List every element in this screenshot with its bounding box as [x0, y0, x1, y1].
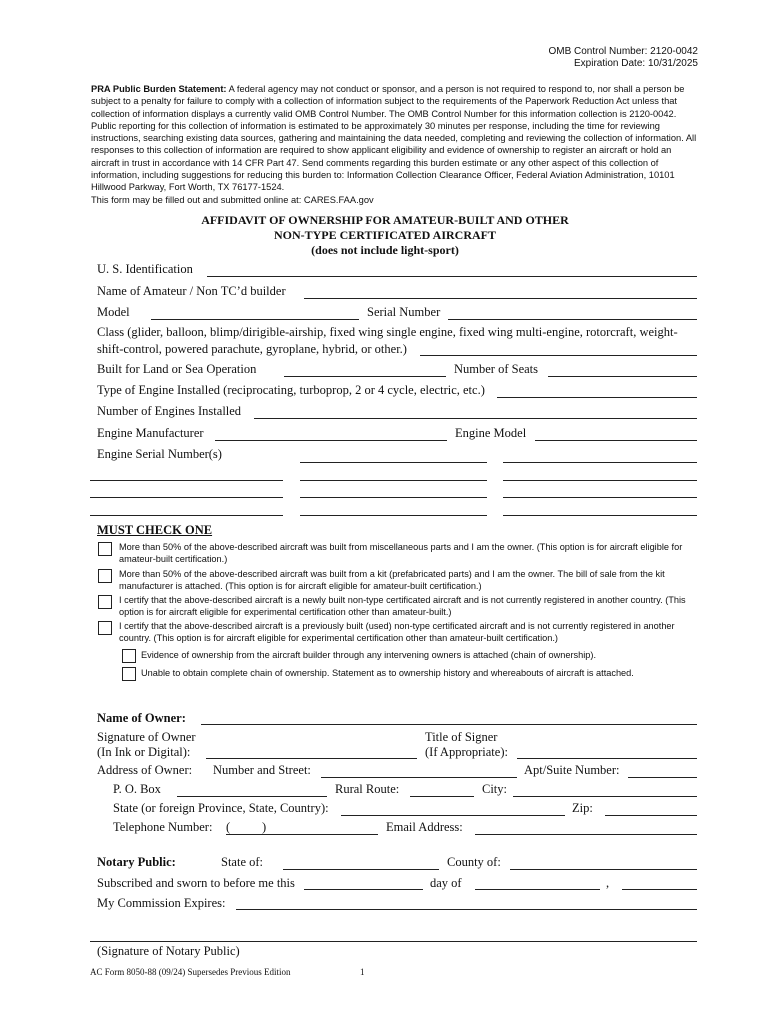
engine-serial-field[interactable] [90, 497, 283, 498]
class-label-line1: Class (glider, balloon, blimp/dirigible-airship, fixed wing single engine, fixed wing multi-engine, rotorcraft, weight- [97, 325, 678, 339]
apt-label: Apt/Suite Number: [524, 763, 620, 777]
form-subtitle: (does not include light-sport) [311, 243, 459, 257]
subscribed-year-field[interactable] [622, 889, 697, 890]
expiration-date: Expiration Date: 10/31/2025 [574, 58, 698, 69]
us-identification-field[interactable] [207, 276, 697, 277]
phone-paren-open: ( [226, 820, 231, 834]
title-signer-field[interactable] [517, 758, 697, 759]
engine-serial-field[interactable] [300, 480, 487, 481]
notary-county-field[interactable] [510, 869, 697, 870]
form-number: AC Form 8050-88 (09/24) Supersedes Previous Edition [90, 967, 291, 977]
engine-serial-field[interactable] [90, 480, 283, 481]
chain-of-ownership-checkbox[interactable] [122, 649, 136, 663]
email-field[interactable] [475, 834, 697, 835]
zip-label: Zip: [572, 801, 593, 815]
sub-option-label: Evidence of ownership from the aircraft builder through any intervening owners is attached (chain of ownership). [141, 650, 597, 660]
omb-control-number: OMB Control Number: 2120-0042 [548, 46, 698, 57]
sub-option-label: Unable to obtain complete chain of ownership. Statement as to ownership history and whereabouts of aircraft is attached. [141, 668, 634, 678]
rural-route-field[interactable] [410, 796, 474, 797]
option-label: I certify that the above-described aircraft is a newly built non-type certificated aircraft and is not currently registered in another country. (This option is for aircraft eligible for experimental certification other than amateur-built.) [119, 595, 686, 617]
title-signer-label-line1: Title of Signer [425, 730, 498, 744]
engine-type-field[interactable] [497, 397, 697, 398]
subscribed-day-field[interactable] [304, 889, 423, 890]
notary-state-field[interactable] [283, 869, 439, 870]
state-label: State (or foreign Province, State, Country): [113, 801, 329, 815]
comma-text: , [606, 876, 610, 890]
signature-label-line1: Signature of Owner [97, 730, 196, 744]
signature-field[interactable] [206, 758, 417, 759]
form-title-line1: AFFIDAVIT OF OWNERSHIP FOR AMATEUR-BUILT AND OTHER [201, 213, 569, 227]
pra-online: This form may be filled out and submitted online at: CARES.FAA.gov [91, 194, 374, 205]
apt-field[interactable] [628, 777, 697, 778]
engine-serial-label: Engine Serial Number(s) [97, 447, 222, 461]
notary-state-label: State of: [221, 855, 264, 869]
rural-route-label: Rural Route: [335, 782, 400, 796]
option-checkbox[interactable] [98, 595, 112, 609]
city-field[interactable] [513, 796, 697, 797]
po-box-field[interactable] [177, 796, 327, 797]
phone-field[interactable] [226, 834, 378, 835]
subscribed-month-field[interactable] [475, 889, 600, 890]
serial-number-label: Serial Number [367, 305, 441, 319]
owner-name-field[interactable] [201, 724, 697, 725]
notary-signature-field[interactable] [90, 941, 697, 942]
engine-serial-field[interactable] [300, 497, 487, 498]
day-of-label: day of [430, 876, 462, 890]
zip-field[interactable] [605, 815, 697, 816]
notary-signature-label: (Signature of Notary Public) [97, 944, 240, 958]
po-box-label: P. O. Box [113, 782, 161, 796]
subscribed-label: Subscribed and sworn to before me this [97, 876, 295, 890]
us-identification-label: U. S. Identification [97, 262, 193, 276]
address-label: Address of Owner: [97, 763, 193, 777]
num-engines-label: Number of Engines Installed [97, 404, 242, 418]
engine-serial-field[interactable] [503, 497, 697, 498]
builder-field[interactable] [304, 298, 697, 299]
option-checkbox[interactable] [98, 542, 112, 556]
model-field[interactable] [151, 319, 359, 320]
option-checkbox[interactable] [98, 621, 112, 635]
signature-label-line2: (In Ink or Digital): [97, 745, 191, 759]
no-chain-checkbox[interactable] [122, 667, 136, 681]
engine-model-field[interactable] [535, 440, 697, 441]
model-label: Model [97, 305, 130, 319]
builder-label: Name of Amateur / Non TC’d builder [97, 284, 286, 298]
option-checkbox[interactable] [98, 569, 112, 583]
engine-serial-field[interactable] [503, 480, 697, 481]
pra-body: A federal agency may not conduct or sponsor, and a person is not required to respond to, nor shall a person be subject to a penalty for failure to comply with a collection of information subject to the requirements of the Paperwork Reduction Act unless that collection of information displays a currently valid OMB Control Number. The OMB Control Number for this information collection is 2120-0042. Public reporting for this collection of information is estimated to be approximately 30 minutes per response, including the time for reviewing instructions, searching existing data sources, gathering and maintaining the data needed, completing and reviewing the collection of information. All responses to this collection of information are required to show applicant eligibility and evidence of ownership to register an aircraft or hold an aircraft in trust in accordance with 14 CFR Part 47. Send comments regarding this burden estimate or any other aspect of this collection of information, including suggestions for reducing this burden to: Information Collection Clearance Officer, Federal Aviation Administration, 10101 Hillwood Parkway, Fort Worth, TX 76177-1524. [91, 84, 697, 193]
engine-serial-field[interactable] [90, 515, 283, 516]
form-title-line2: NON-TYPE CERTIFICATED AIRCRAFT [273, 228, 497, 242]
seats-label: Number of Seats [454, 362, 539, 376]
phone-label: Telephone Number: [113, 820, 213, 834]
option-label: I certify that the above-described aircraft is a previously built (used) non-type certificated aircraft and is not currently registered in another country. (This option is for aircraft eligible for experimental certification other than amateur-built certification.) [119, 621, 675, 643]
pra-statement [91, 83, 699, 206]
street-field[interactable] [321, 777, 517, 778]
class-field[interactable] [420, 355, 697, 356]
pra-heading: PRA Public Burden Statement: [91, 84, 227, 94]
email-label: Email Address: [386, 820, 463, 834]
serial-number-field[interactable] [448, 319, 697, 320]
engine-type-label: Type of Engine Installed (reciprocating, turboprop, 2 or 4 cycle, electric, etc.) [97, 383, 485, 397]
owner-name-label: Name of Owner: [97, 711, 186, 725]
land-sea-field[interactable] [284, 376, 446, 377]
city-label: City: [482, 782, 508, 796]
state-field[interactable] [341, 815, 565, 816]
engine-serial-field[interactable] [503, 462, 697, 463]
class-label-line2: shift-control, powered parachute, gyroplane, hybrid, or other.) [97, 342, 407, 356]
page-number: 1 [360, 967, 365, 977]
commission-expires-label: My Commission Expires: [97, 896, 226, 910]
engine-model-label: Engine Model [455, 426, 527, 440]
engine-serial-field[interactable] [300, 515, 487, 516]
engine-serial-field[interactable] [503, 515, 697, 516]
land-sea-label: Built for Land or Sea Operation [97, 362, 257, 376]
must-check-heading: MUST CHECK ONE [97, 523, 213, 537]
commission-expires-field[interactable] [236, 909, 697, 910]
seats-field[interactable] [548, 376, 697, 377]
engine-manufacturer-label: Engine Manufacturer [97, 426, 204, 440]
engine-manufacturer-field[interactable] [215, 440, 447, 441]
option-label: More than 50% of the above-described aircraft was built from a kit (prefabricated parts) and I am the owner. The bill of sale from the kit manufacturer is attached. (This option is for aircraft eligible for amateur-built certification.) [119, 569, 665, 591]
title-signer-label-line2: (If Appropriate): [425, 745, 508, 759]
phone-paren-close: ) [262, 820, 267, 834]
option-label: More than 50% of the above-described aircraft was built from miscellaneous parts and I am the owner. (This option is for aircraft eligible for amateur-built certification.) [119, 542, 683, 564]
num-engines-field[interactable] [254, 418, 697, 419]
engine-serial-field[interactable] [300, 462, 487, 463]
street-label: Number and Street: [213, 763, 311, 777]
notary-label: Notary Public: [97, 855, 176, 869]
notary-county-label: County of: [447, 855, 501, 869]
